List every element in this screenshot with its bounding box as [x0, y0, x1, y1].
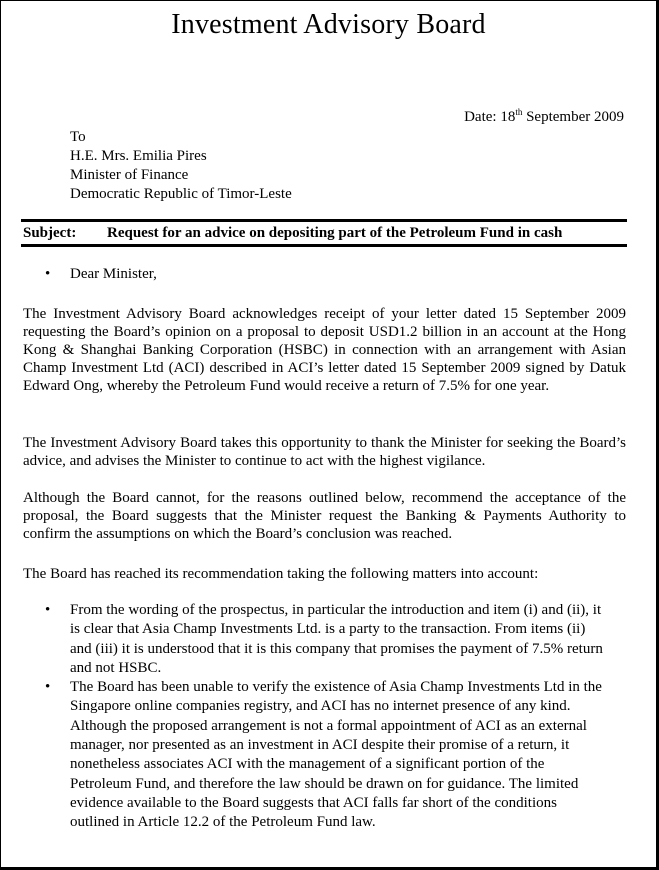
- paragraph-recommendation: Although the Board cannot, for the reasons outlined below, recommend the acceptance of the proposal, the Board suggests that the Minister request the Banking & Payments Authority to confirm the assumptions on which the Board’s conclusion was reached.: [23, 490, 626, 542]
- bullet-icon: •: [45, 679, 51, 696]
- address-line: To: [70, 129, 86, 145]
- list-item-text: The Board has been unable to verify the existence of Asia Champ Investments Ltd in the Singapore online companies registry, and ACI has no internet presence of any kind. Although the proposed arrangement is not a formal appointment of ACI as an external manager, nor presented as an investment in ACI despite their promise of a return, it nonetheless associates ACI with the management of a significant portion of the Petroleum Fund, and therefore the law should be drawn on for guidance. The limited evidence available to the Board suggests that ACI falls far short of the conditions outlined in Article 12.2 of the Petroleum Fund law.: [70, 679, 602, 831]
- subject-rule-bottom: [21, 244, 627, 247]
- list-item-text: From the wording of the prospectus, in particular the introduction and item (i) and (ii), it is clear that Asia Champ Investments Ltd. is a party to the transaction. From items (ii) and (iii) it is understood that it is this company that promises the payment of 7.5% return and not HSBC.: [70, 602, 603, 676]
- bullet-icon: •: [45, 602, 51, 618]
- paragraph-thanks: The Investment Advisory Board takes this opportunity to thank the Minister for seeking the Board’s advice, and advises the Minister to continue to act with the highest vigilance.: [23, 435, 626, 469]
- paragraph-acknowledgement: The Investment Advisory Board acknowledges receipt of your letter dated 15 September 2009 requesting the Board’s opinion on a proposal to deposit USD1.2 billion in an account at the Hong Kong & Shanghai Banking Corporation (HSBC) in connection with an arrangement with Asian Champ Investment Ltd (ACI) described in ACI’s letter dated 15 September 2009 signed by Datuk Edward Ong, whereby the Petroleum Fund would receive a return of 7.5% for one year.: [23, 306, 626, 394]
- address-line: Minister of Finance: [70, 167, 189, 183]
- salutation: [45, 266, 157, 283]
- subject-rule-top: [21, 219, 627, 222]
- date-superscript: th: [515, 107, 523, 117]
- paragraph-matters-intro: The Board has reached its recommendation taking the following matters into account:: [23, 566, 539, 582]
- subject-label: Subject:: [23, 225, 77, 241]
- subject-line: [23, 225, 562, 242]
- salutation-text: Dear Minister,: [70, 266, 157, 282]
- address-line: Democratic Republic of Timor-Leste: [70, 186, 292, 202]
- date-suffix: September 2009: [522, 109, 624, 125]
- subject-text: Request for an advice on depositing part of the Petroleum Fund in cash: [107, 225, 563, 241]
- bullet-icon: •: [45, 266, 51, 282]
- address-line: H.E. Mrs. Emilia Pires: [70, 148, 207, 164]
- letter-date: [464, 109, 624, 126]
- document-title: Investment Advisory Board: [171, 9, 486, 40]
- date-prefix: Date: 18: [464, 109, 516, 125]
- list-item: [45, 601, 605, 678]
- matters-list: [45, 601, 605, 833]
- list-item: [45, 678, 605, 832]
- recipient-address: [70, 128, 292, 204]
